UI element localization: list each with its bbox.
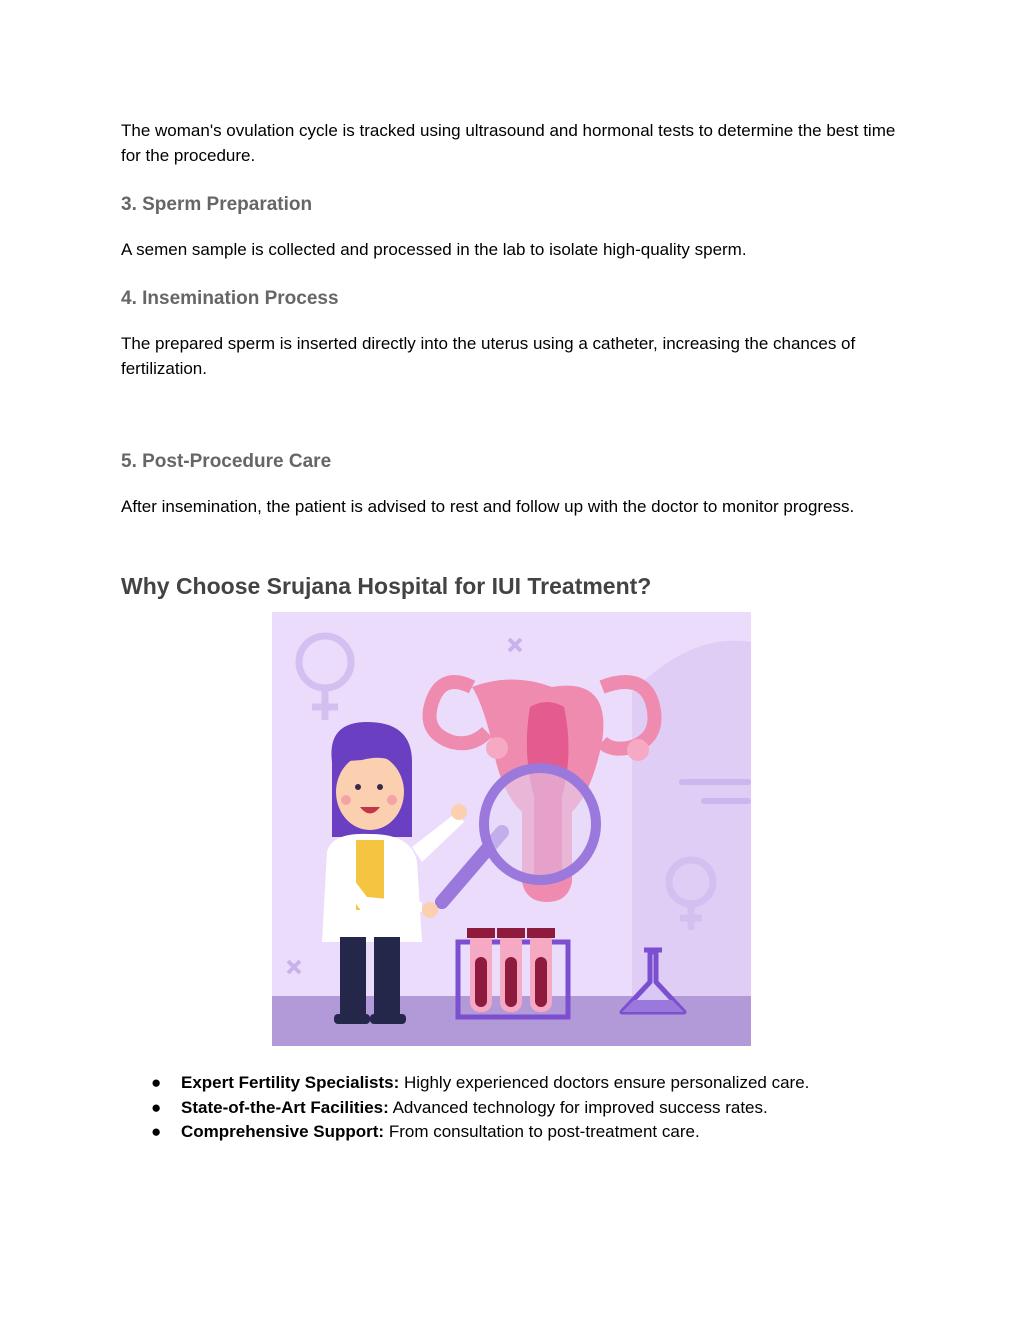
list-item	[121, 1071, 911, 1096]
step-5-heading: 5. Post-Procedure Care	[121, 451, 332, 472]
step-5-text: After insemination, the patient is advised to rest and follow up with the doctor to monitor progress.	[121, 497, 855, 516]
step-3-heading: 3. Sperm Preparation	[121, 194, 313, 215]
benefit-text: From consultation to post-treatment care.	[384, 1122, 700, 1141]
bullet-icon: ●	[151, 1122, 162, 1141]
benefit-text: Advanced technology for improved success rates.	[388, 1097, 768, 1117]
intro-paragraph: The woman's ovulation cycle is tracked using ultrasound and hormonal tests to determine the best time for the procedure.	[121, 121, 896, 165]
benefits-list	[121, 1071, 911, 1145]
bullet-icon: ●	[151, 1073, 162, 1092]
test-tubes-icon	[458, 928, 568, 1017]
benefit-text: Highly experienced doctors ensure personalized care.	[399, 1073, 810, 1092]
section-heading: Why Choose Srujana Hospital for IUI Treatment?	[121, 573, 652, 599]
benefit-label: Comprehensive Support:	[181, 1122, 385, 1141]
benefit-label: State-of-the-Art Facilities:	[181, 1097, 389, 1117]
step-3-text: A semen sample is collected and processed in the lab to isolate high-quality sperm.	[121, 240, 747, 259]
list-item	[121, 1096, 911, 1121]
iui-illustration	[272, 612, 751, 1046]
bullet-icon: ●	[151, 1097, 162, 1117]
benefit-label: Expert Fertility Specialists:	[181, 1073, 400, 1092]
step-4-heading: 4. Insemination Process	[121, 288, 339, 309]
step-4-text: The prepared sperm is inserted directly into the uterus using a catheter, increasing the chances of fertilization.	[121, 334, 856, 378]
list-item	[121, 1120, 911, 1145]
